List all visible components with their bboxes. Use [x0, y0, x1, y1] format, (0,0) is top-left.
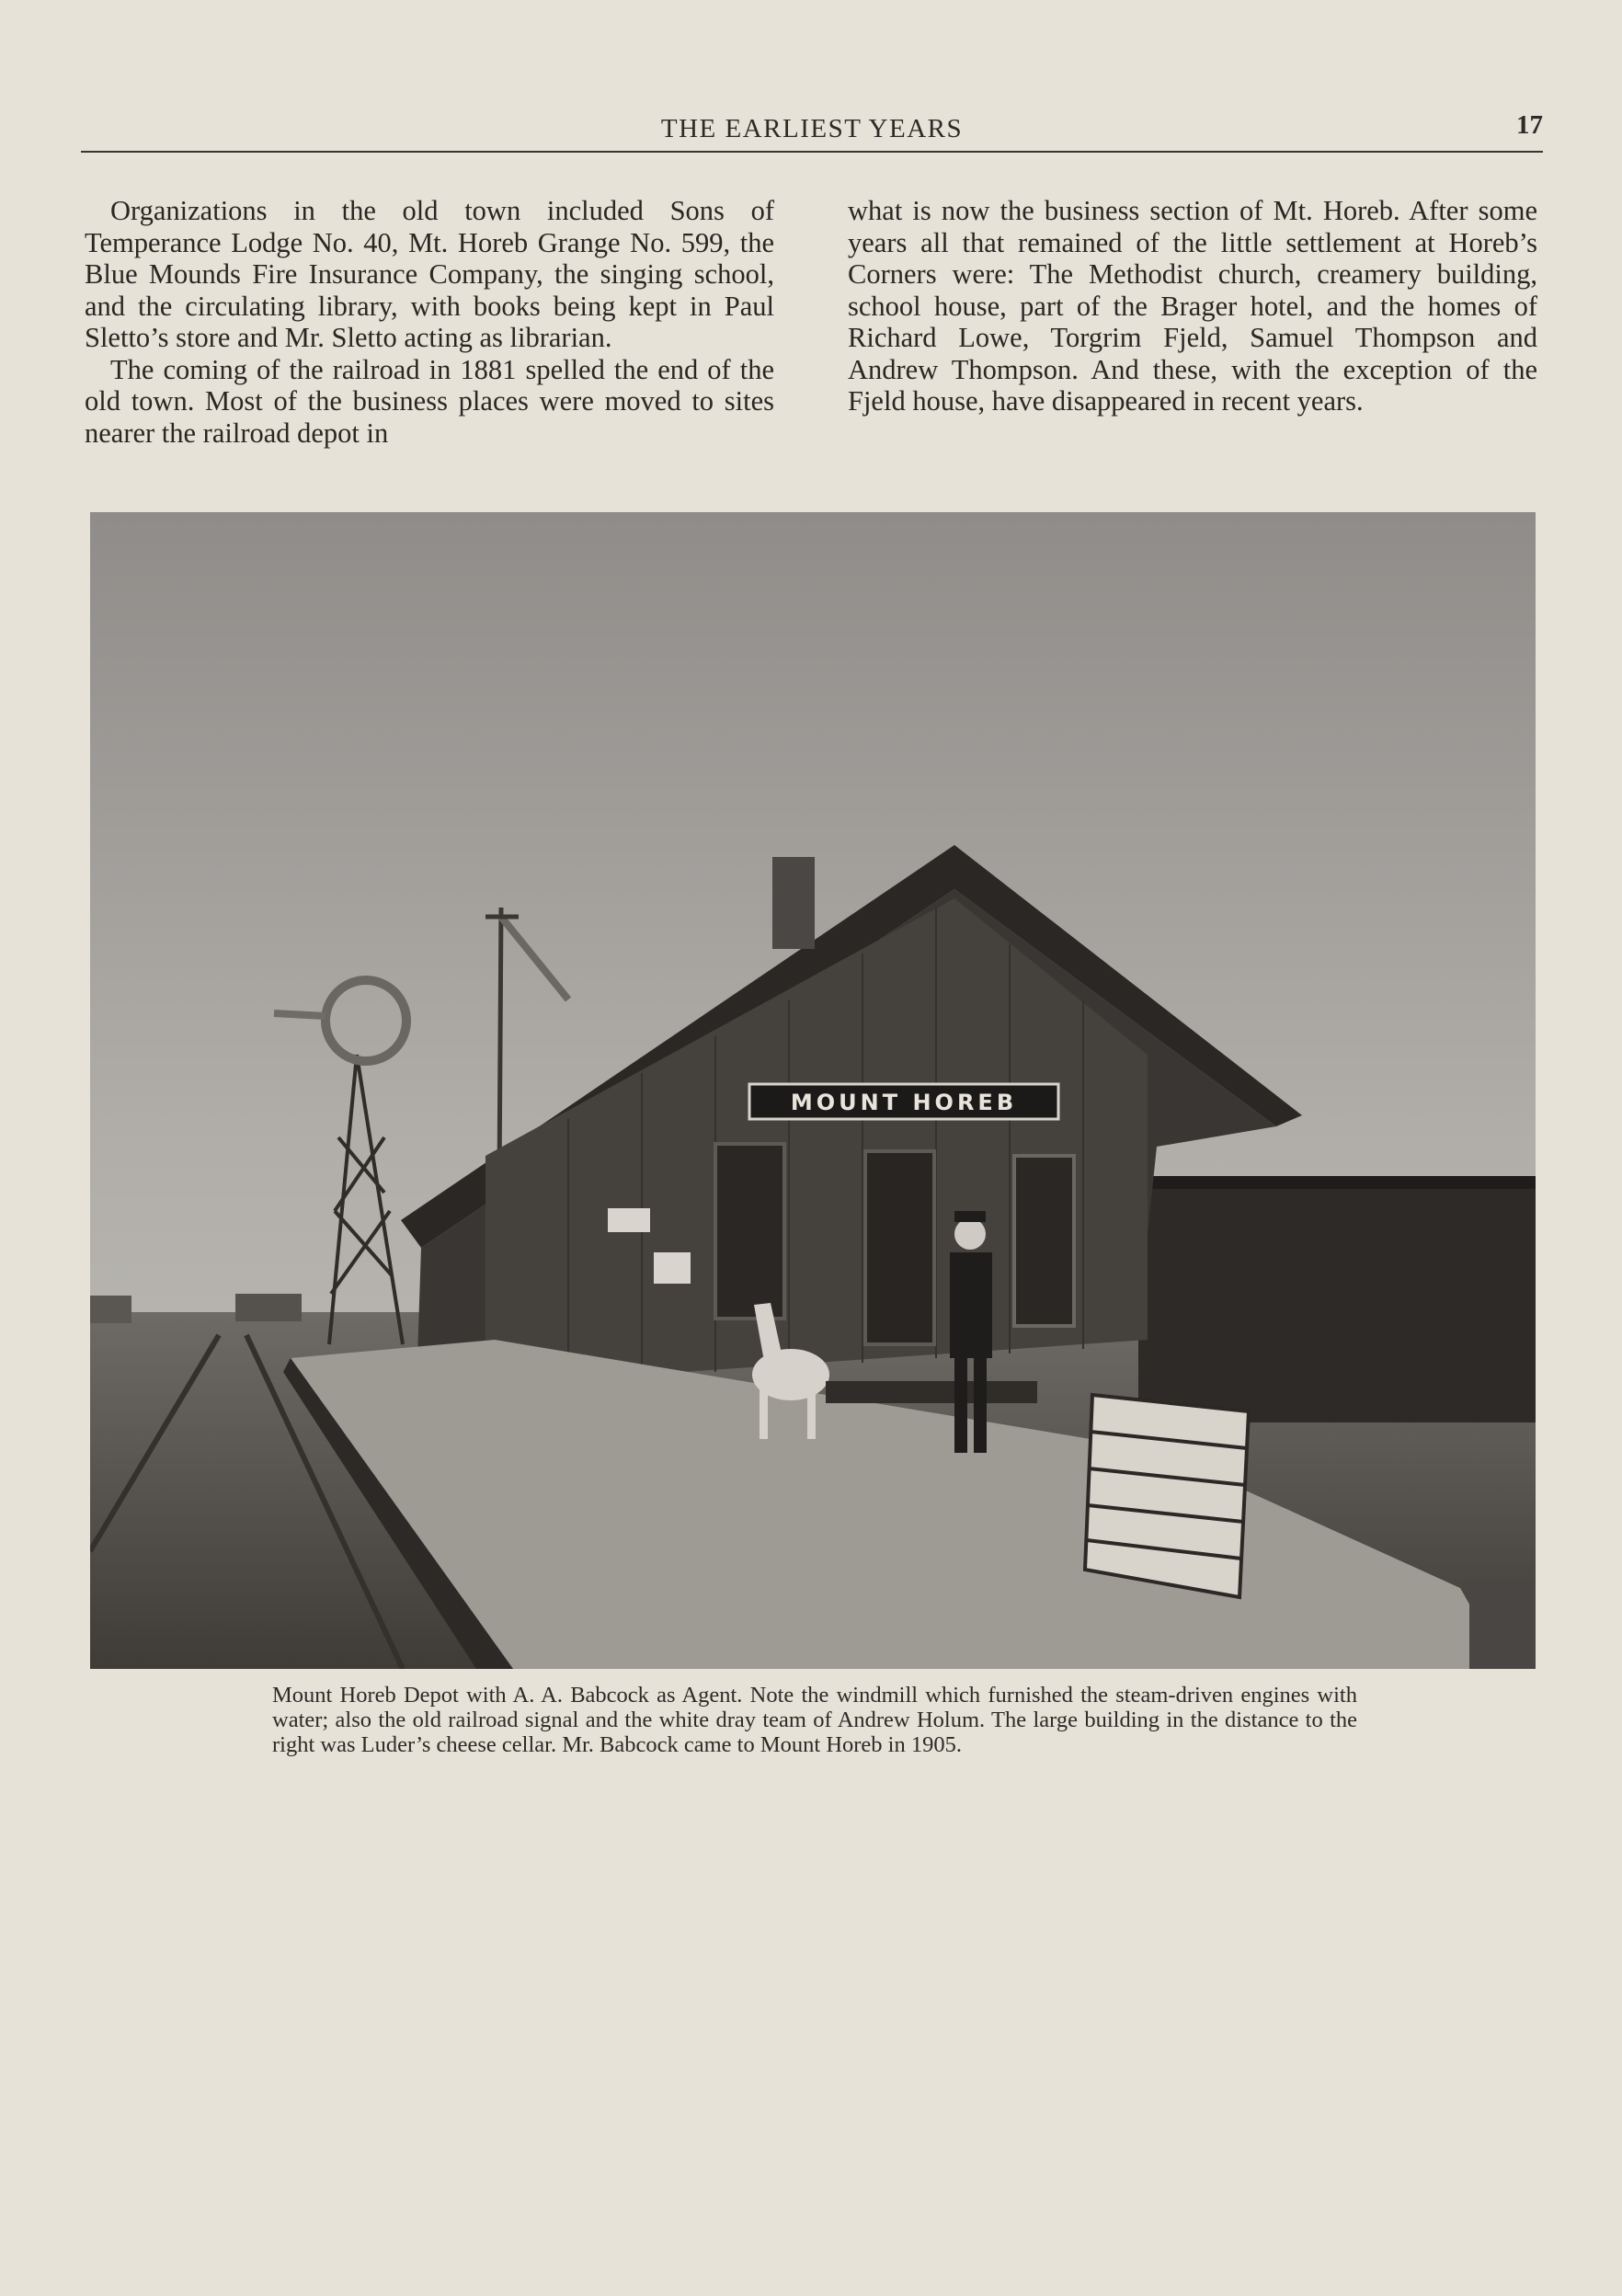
freight-cars	[1138, 1183, 1536, 1422]
left-text-column	[85, 195, 774, 449]
paragraph: Organizations in the old town included Sons of Temperance Lodge No. 40, Mt. Horeb Grange No. 599, the Blue Mounds Fire Insurance Company, the singing school, and the circulating library, with books being kept in Paul Sletto’s store and Mr. Sletto acting as librarian.	[85, 195, 774, 353]
depot-window	[715, 1144, 784, 1319]
depot-window	[1014, 1156, 1074, 1326]
right-text-column	[848, 195, 1537, 417]
paragraph: The coming of the railroad in 1881 spelled the end of the old town. Most of the business places were moved to sites nearer the railroad depot in	[85, 353, 774, 449]
running-title: THE EARLIEST YEARS	[660, 114, 964, 143]
station-sign-text: MOUNT HOREB	[790, 1090, 1018, 1115]
dray-wagon	[826, 1381, 1037, 1403]
crate	[1085, 1395, 1249, 1597]
depot-photograph	[90, 512, 1536, 1669]
running-head	[81, 109, 1543, 153]
photo-caption: Mount Horeb Depot with A. A. Babcock as Agent. Note the windmill which furnished the steam-driven engines with water; also the old railroad signal and the white dray team of Andrew Holum. The large building in the distance to the right was Luder’s cheese cellar. Mr. Babcock came to Mount Horeb in 1905.	[272, 1683, 1357, 1757]
page-number: 17	[1516, 110, 1543, 140]
station-sign	[749, 1084, 1058, 1119]
depot-photo-illustration	[90, 512, 1536, 1669]
chimney	[772, 857, 815, 949]
depot-door	[865, 1151, 934, 1344]
paragraph: what is now the business section of Mt. Horeb. After some years all that remained of the little settlement at Horeb’s Corners were: The Methodist church, creamery building, school house, part of the Brager hotel, and the homes of Richard Lowe, Torgrim Fjeld, Samuel Thompson and Andrew Thompson. And these, with the exception of the Fjeld house, have disappeared in recent years.	[848, 195, 1537, 417]
